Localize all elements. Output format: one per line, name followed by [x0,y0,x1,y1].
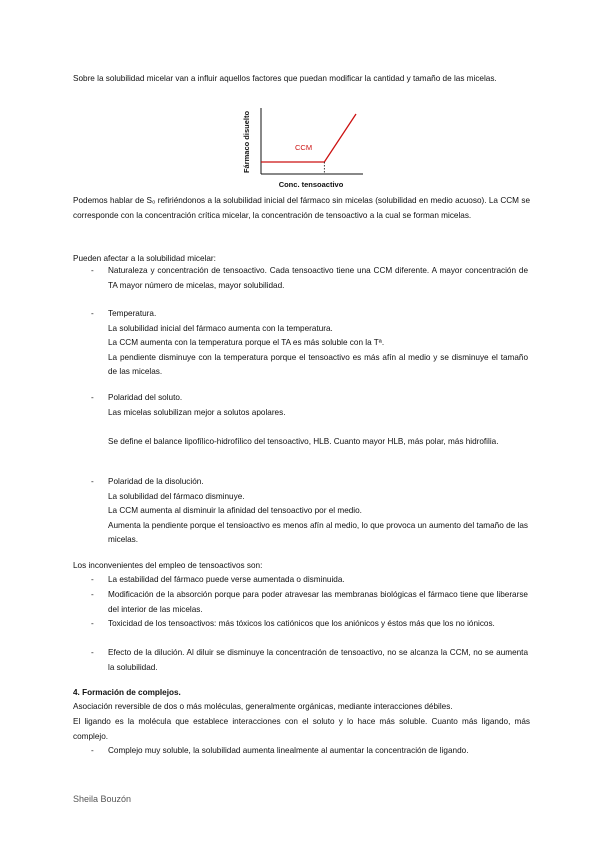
factor-3 [108,391,528,449]
bullet-marker: - [91,309,94,318]
factor-3-line-1: Las micelas solubilizan mejor a solutos apolares. [108,407,286,417]
solubility-line [261,114,356,162]
ccm-label: CCM [295,143,313,152]
footer-author: Sheila Bouzón [73,794,132,804]
bullet-marker: - [91,746,94,755]
factor-4 [108,475,528,548]
section-4-paragraph-2: El ligando es la molécula que establece interacciones con el soluto y lo hace más soluble. Cuanto más ligando, más complejo. [73,717,530,741]
factor-2 [108,307,528,380]
bullet-marker: - [91,266,94,275]
s0-paragraph: Podemos hablar de S₀ refiriéndonos a la solubilidad inicial del fármaco sin micelas (solubilidad en medio acuoso). La CCM se corresponde con la concentración crítica micelar, la concentración de tensoactivo a la cual se forman micelas. [73,196,530,220]
bullet-marker: - [91,477,94,486]
intro-paragraph: Sobre la solubilidad micelar van a influir aquellos factores que puedan modificar la cantidad y tamaño de las micelas. [73,74,497,83]
inconveniente-3: Toxicidad de los tensoactivos: más tóxicos los catiónicos que los aniónicos y éstos más que los no iónicos. [108,619,495,628]
factor-2-line-3: La pendiente disminuye con la temperatura porque el tensoactivo es más afín al medio y se disminuye el tamaño de las micelas. [108,352,528,377]
factor-2-line-1: La solubilidad inicial del fármaco aumenta con la temperatura. [108,323,333,333]
factor-3-title: Polaridad del soluto. [108,393,183,402]
factor-3-line-2: Se define el balance lipofílico-hidrofílico del tensoactivo, HLB. Cuanto mayor HLB, más polar, más hidrofilia. [108,436,499,446]
x-axis-label: Conc. tensoactivo [278,180,344,189]
factor-4-line-2: La CCM aumenta al disminuir la afinidad del tensoactivo por el medio. [108,506,362,516]
section-4-paragraph-1: Asociación reversible de dos o más moléculas, generalmente orgánicas, mediante interacciones débiles. [73,702,453,711]
y-axis-label: Fármaco disuelto [242,110,251,174]
bullet-marker: - [91,648,94,657]
factor-1-text: Naturaleza y concentración de tensoactivo. Cada tensoactivo tiene una CCM diferente. A mayor concentración de TA mayor número de micelas, mayor solubilidad. [108,266,528,290]
inconveniente-4: Efecto de la dilución. Al diluir se disminuye la concentración de tensoactivo, no se alcanza la CCM, no se aumenta la solubilidad. [108,648,528,672]
factor-4-line-3: Aumenta la pendiente porque el tensioactivo es menos afín al medio, lo que provoca un aumento del tamaño de las micelas. [108,520,528,545]
section-4-bullet-1: Complejo muy soluble, la solubilidad aumenta linealmente al aumentar la concentración de ligando. [108,746,469,755]
factor-2-line-2: La CCM aumenta con la temperatura porque el TA es más soluble con la Tª. [108,338,385,348]
factor-2-title: Temperatura. [108,309,157,318]
bullet-marker: - [91,590,94,599]
factor-4-title: Polaridad de la disolución. [108,477,204,486]
inconveniente-1: La estabilidad del fármaco puede verse aumentada o disminuida. [108,575,345,584]
inconvenientes-heading: Los inconvenientes del empleo de tensoactivos son: [73,561,263,570]
inconveniente-2: Modificación de la absorción porque para poder atravesar las membranas biológicas el fármaco tiene que liberarse del interior de las micelas. [108,590,528,614]
factors-heading: Pueden afectar a la solubilidad micelar: [73,254,216,263]
bullet-marker: - [91,619,94,628]
ccm-chart [228,104,378,194]
bullet-marker: - [91,575,94,584]
bullet-marker: - [91,393,94,402]
section-4-title: 4. Formación de complejos. [73,688,181,697]
factor-4-line-1: La solubilidad del fármaco disminuye. [108,491,245,501]
